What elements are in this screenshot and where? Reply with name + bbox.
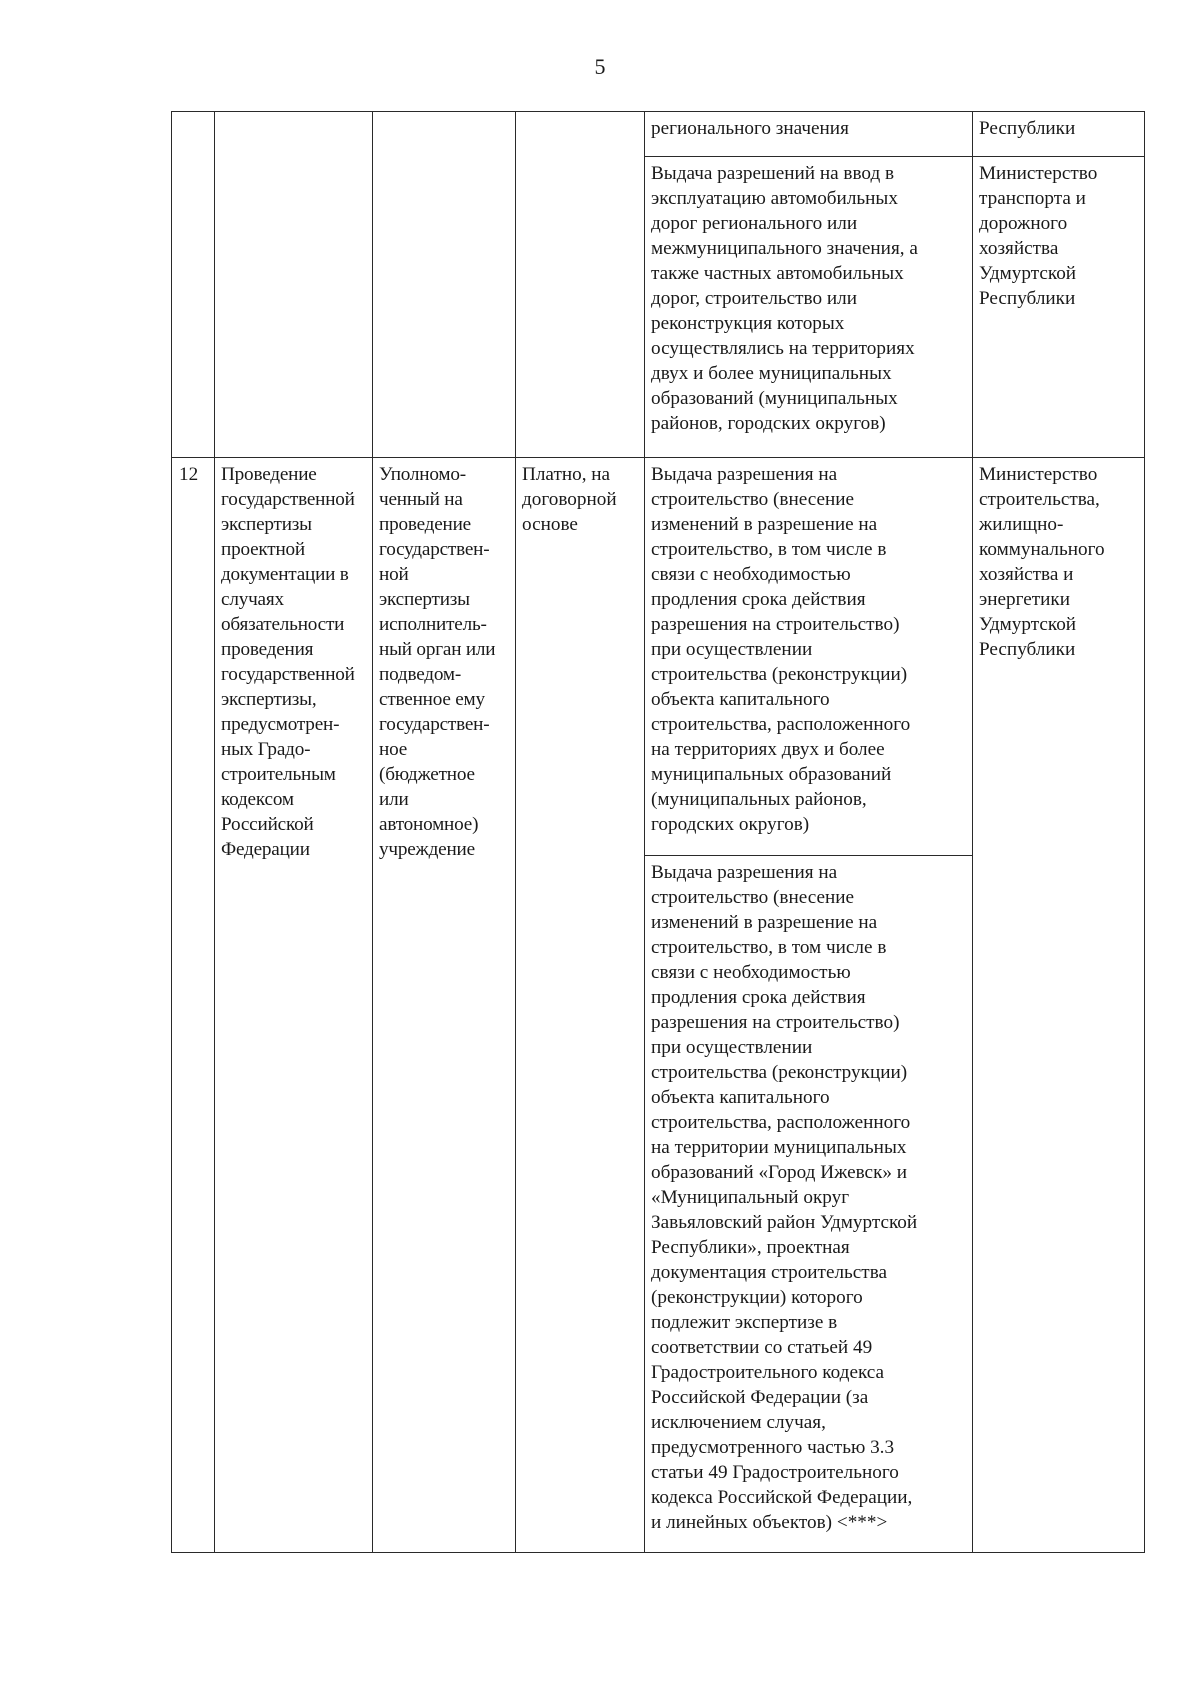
payment-cell: Платно, на договорной основе — [516, 458, 645, 1553]
service-cell: регионального значения — [645, 112, 973, 157]
service-cell: Выдача разрешений на ввод в эксплуатацию автомобильных дорог регионального или межмуниципального значения, а также частных автомобильных дорог, строительство или реконструкция которых осуществлялись на территориях двух и более муниципальных образований (муниципальных районов, городских округов) — [645, 157, 973, 458]
authority-cell: Министерство строительства, жилищно- коммунального хозяйства и энергетики Удмуртской Республики — [973, 458, 1145, 1553]
table-row-continuation-top — [172, 112, 1145, 157]
empty-cell — [516, 112, 645, 458]
service-name-cell: Проведение государственной экспертизы проектной документации в случаях обязательности проведения государственной экспертизы, предусмотрен- ных Градо- строительным кодексом Российской Федерации — [215, 458, 373, 1553]
table-row-12 — [172, 458, 1145, 856]
empty-cell — [373, 112, 516, 458]
service-cell: Выдача разрешения на строительство (внесение изменений в разрешение на строительство, в том числе в связи с необходимостью продления срока действия разрешения на строительство) при осуществлении строительства (реконструкции) объекта капитального строительства, расположенного на территориях двух и более муниципальных образований (муниципальных районов, городских округов) — [645, 458, 973, 856]
service-cell: Выдача разрешения на строительство (внесение изменений в разрешение на строительство, в том числе в связи с необходимостью продления срока действия разрешения на строительство) при осуществлении строительства (реконструкции) объекта капитального строительства, расположенного на территории муниципальных образований «Город Ижевск» и «Муниципальный округ Завьяловский район Удмуртской Республики», проектная документация строительства (реконструкции) которого подлежит экспертизе в соответствии со статьей 49 Градостроительного кодекса Российской Федерации (за исключением случая, предусмотренного частью 3.3 статьи 49 Градостроительного кодекса Российской Федерации, и линейных объектов) <***> — [645, 856, 973, 1553]
empty-cell — [215, 112, 373, 458]
performer-cell: Уполномо- ченный на проведение государствен- ной экспертизы исполнитель- ный орган или подведом- ственное ему государствен- ное (бюджетное или автономное) учреждение — [373, 458, 516, 1553]
services-table — [171, 111, 1145, 1553]
authority-cell: Министерство транспорта и дорожного хозяйства Удмуртской Республики — [973, 157, 1145, 458]
authority-cell: Республики — [973, 112, 1145, 157]
row-number-cell: 12 — [172, 458, 215, 1553]
empty-cell — [172, 112, 215, 458]
page-number: 5 — [594, 54, 606, 79]
